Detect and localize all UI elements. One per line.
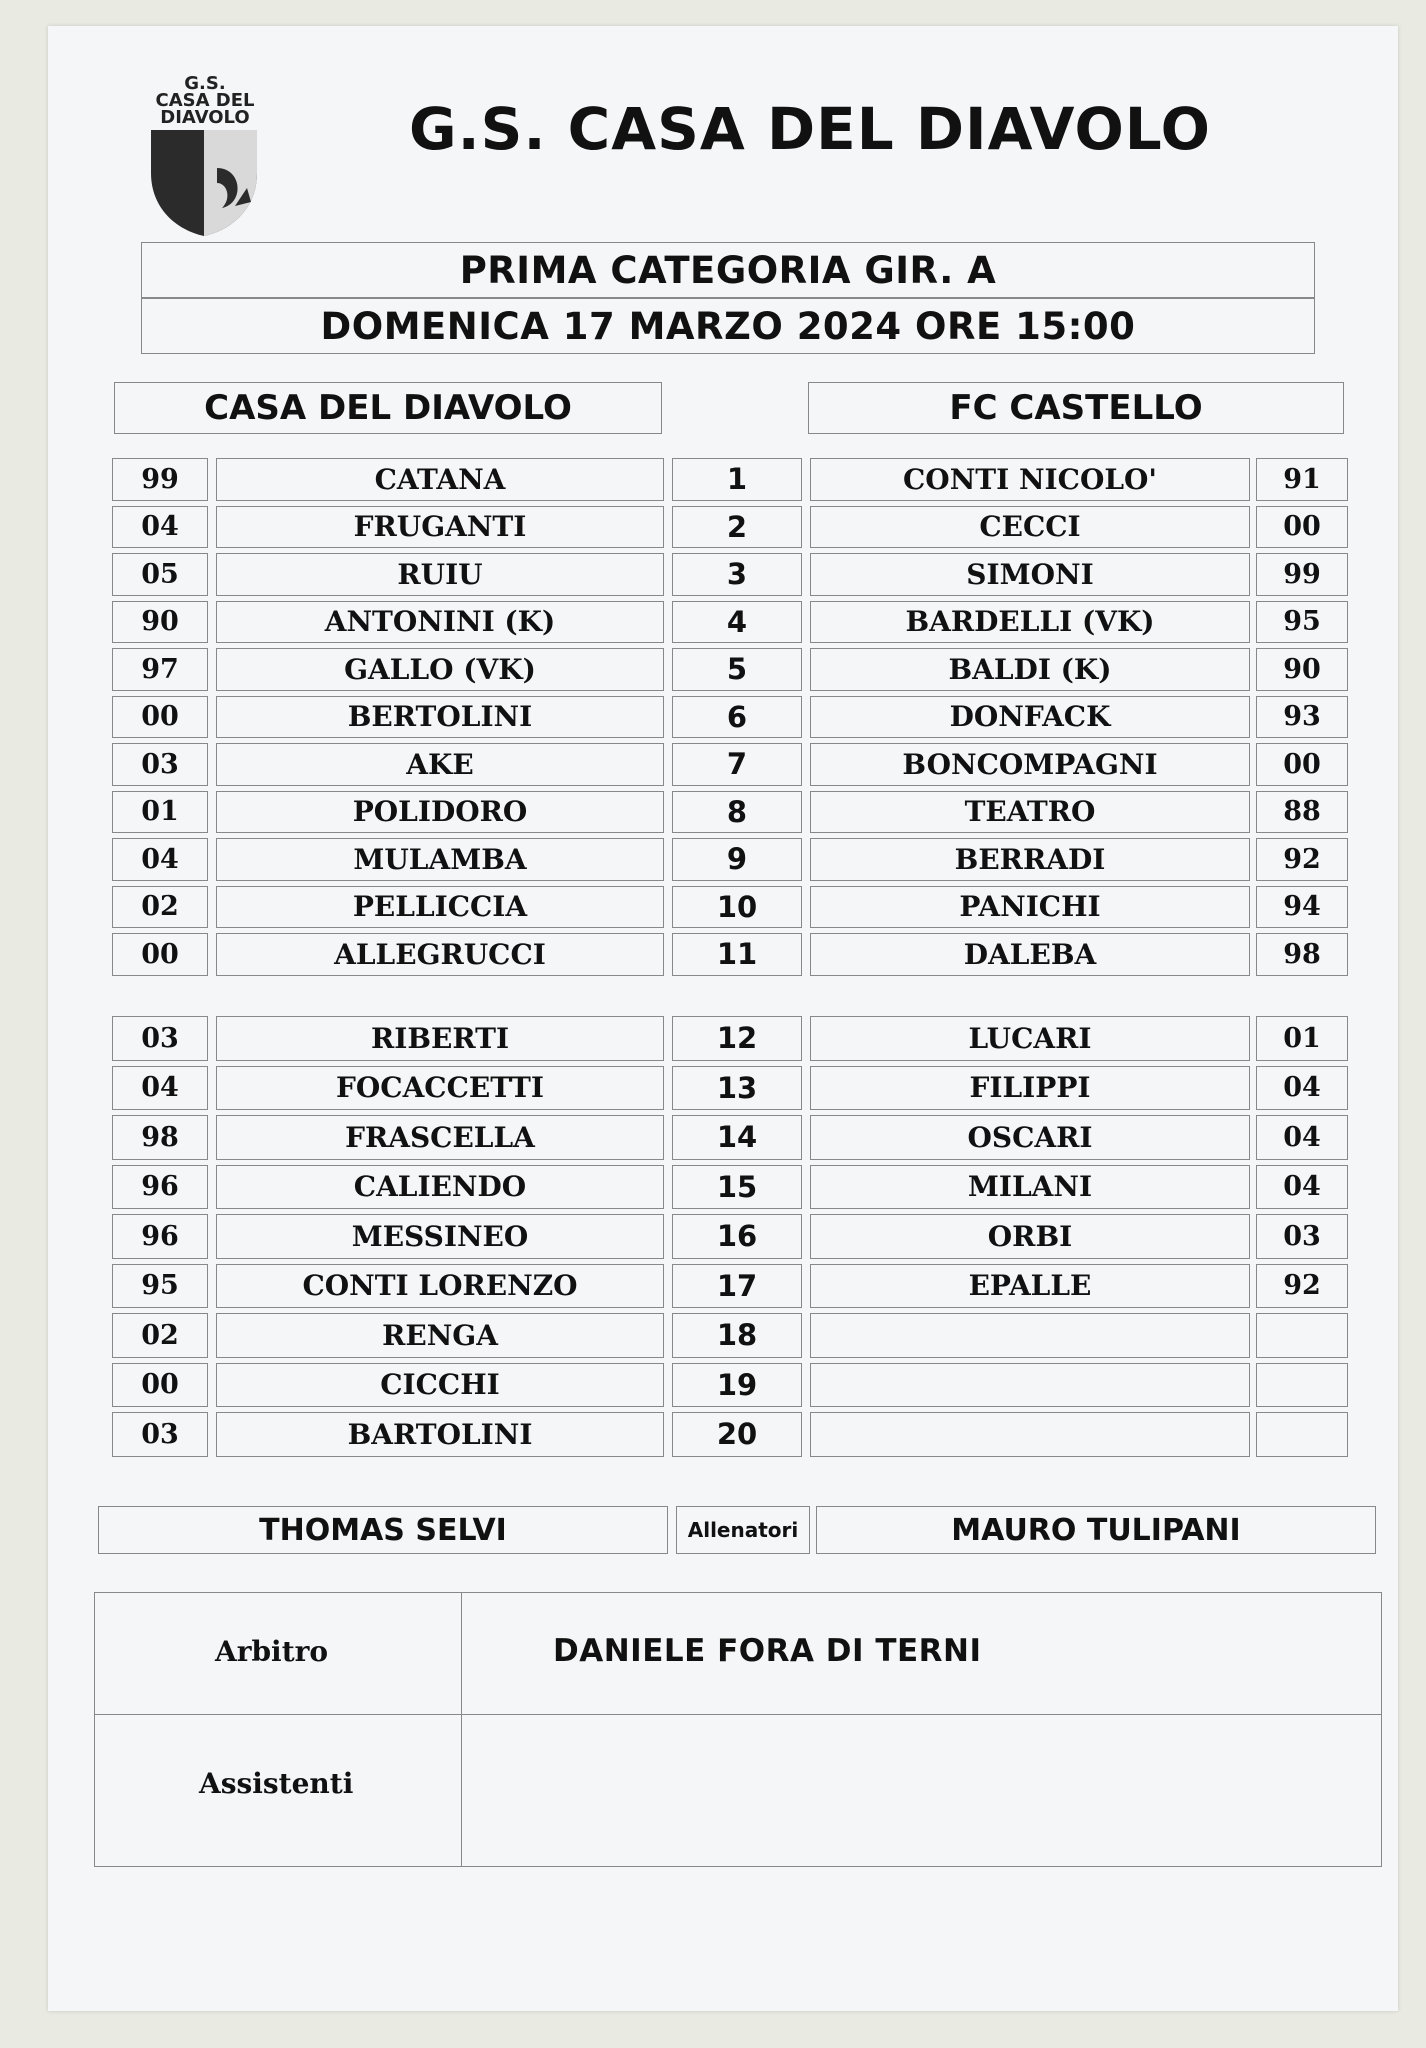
- shirt-number: 16: [672, 1214, 802, 1259]
- home-player-name: RIBERTI: [216, 1016, 664, 1061]
- home-birth-year: 01: [112, 791, 208, 834]
- away-player-name: FILIPPI: [810, 1066, 1250, 1111]
- home-player-name: FRUGANTI: [216, 506, 664, 549]
- logo-text-line: CASA DEL: [155, 90, 255, 111]
- home-birth-year: 00: [112, 933, 208, 976]
- away-player-name: [810, 1363, 1250, 1408]
- club-logo: [100, 50, 255, 230]
- home-birth-year: 04: [112, 506, 208, 549]
- referee-label: Arbitro: [215, 1635, 329, 1668]
- away-player-name: CECCI: [810, 506, 1250, 549]
- away-birth-year: 04: [1256, 1066, 1348, 1111]
- home-birth-year: 96: [112, 1165, 208, 1210]
- shirt-number: 17: [672, 1264, 802, 1309]
- shirt-number: 12: [672, 1016, 802, 1061]
- away-coach: MAURO TULIPANI: [816, 1506, 1376, 1554]
- shirt-number: 18: [672, 1313, 802, 1358]
- away-birth-year: 00: [1256, 506, 1348, 549]
- away-player-name: SIMONI: [810, 553, 1250, 596]
- home-birth-year: 03: [112, 1016, 208, 1061]
- away-player-name: PANICHI: [810, 886, 1250, 929]
- away-player-name: [810, 1412, 1250, 1457]
- referee-name: DANIELE FORA DI TERNI: [553, 1633, 982, 1669]
- logo-text-line: G.S.: [184, 73, 226, 94]
- away-player-name: LUCARI: [810, 1016, 1250, 1061]
- home-birth-year: 03: [112, 743, 208, 786]
- shirt-number: 7: [672, 743, 802, 786]
- shirt-number: 14: [672, 1115, 802, 1160]
- home-birth-year: 04: [112, 838, 208, 881]
- away-birth-year: 93: [1256, 696, 1348, 739]
- away-birth-year: [1256, 1412, 1348, 1457]
- away-player-name: CONTI NICOLO': [810, 458, 1250, 501]
- home-player-name: PELLICCIA: [216, 886, 664, 929]
- home-player-name: AKE: [216, 743, 664, 786]
- away-player-name: [810, 1313, 1250, 1358]
- away-player-name: MILANI: [810, 1165, 1250, 1210]
- home-birth-year: 02: [112, 1313, 208, 1358]
- home-player-name: FRASCELLA: [216, 1115, 664, 1160]
- home-birth-year: 05: [112, 553, 208, 596]
- shirt-number: 1: [672, 458, 802, 501]
- home-player-name: MESSINEO: [216, 1214, 664, 1259]
- away-birth-year: 04: [1256, 1115, 1348, 1160]
- home-birth-year: 04: [112, 1066, 208, 1111]
- shirt-number: 20: [672, 1412, 802, 1457]
- away-birth-year: 91: [1256, 458, 1348, 501]
- logo-text: [145, 75, 265, 126]
- away-birth-year: 90: [1256, 648, 1348, 691]
- away-player-name: DALEBA: [810, 933, 1250, 976]
- away-player-name: DONFACK: [810, 696, 1250, 739]
- away-birth-year: 99: [1256, 553, 1348, 596]
- home-birth-year: 99: [112, 458, 208, 501]
- shield-icon: [147, 128, 262, 238]
- away-birth-year: 92: [1256, 838, 1348, 881]
- coaches-label: Allenatori: [676, 1506, 810, 1554]
- home-birth-year: 95: [112, 1264, 208, 1309]
- shirt-number: 3: [672, 553, 802, 596]
- shirt-number: 9: [672, 838, 802, 881]
- home-player-name: CATANA: [216, 458, 664, 501]
- home-birth-year: 00: [112, 1363, 208, 1408]
- home-player-name: CONTI LORENZO: [216, 1264, 664, 1309]
- home-player-name: CALIENDO: [216, 1165, 664, 1210]
- divider: [95, 1714, 1381, 1715]
- home-birth-year: 96: [112, 1214, 208, 1259]
- shirt-number: 2: [672, 506, 802, 549]
- home-birth-year: 90: [112, 601, 208, 644]
- home-birth-year: 02: [112, 886, 208, 929]
- shirt-number: 15: [672, 1165, 802, 1210]
- shirt-number: 8: [672, 791, 802, 834]
- home-player-name: FOCACCETTI: [216, 1066, 664, 1111]
- shirt-number: 19: [672, 1363, 802, 1408]
- home-player-name: CICCHI: [216, 1363, 664, 1408]
- assistants-label: Assistenti: [199, 1767, 354, 1800]
- home-player-name: MULAMBA: [216, 838, 664, 881]
- away-birth-year: 00: [1256, 743, 1348, 786]
- home-player-name: RENGA: [216, 1313, 664, 1358]
- home-birth-year: 98: [112, 1115, 208, 1160]
- away-player-name: BONCOMPAGNI: [810, 743, 1250, 786]
- home-player-name: POLIDORO: [216, 791, 664, 834]
- match-date: DOMENICA 17 MARZO 2024 ORE 15:00: [141, 298, 1315, 354]
- home-player-name: ALLEGRUCCI: [216, 933, 664, 976]
- away-player-name: OSCARI: [810, 1115, 1250, 1160]
- away-birth-year: 01: [1256, 1016, 1348, 1061]
- home-player-name: GALLO (VK): [216, 648, 664, 691]
- away-birth-year: 92: [1256, 1264, 1348, 1309]
- away-team-name: FC CASTELLO: [808, 382, 1344, 434]
- away-player-name: BARDELLI (VK): [810, 601, 1250, 644]
- away-player-name: BERRADI: [810, 838, 1250, 881]
- home-birth-year: 00: [112, 696, 208, 739]
- shirt-number: 13: [672, 1066, 802, 1111]
- away-player-name: TEATRO: [810, 791, 1250, 834]
- home-coach: THOMAS SELVI: [98, 1506, 668, 1554]
- shirt-number: 4: [672, 601, 802, 644]
- away-birth-year: 03: [1256, 1214, 1348, 1259]
- club-title: G.S. CASA DEL DIAVOLO: [409, 95, 1211, 163]
- away-player-name: ORBI: [810, 1214, 1250, 1259]
- home-birth-year: 97: [112, 648, 208, 691]
- shirt-number: 11: [672, 933, 802, 976]
- shirt-number: 5: [672, 648, 802, 691]
- shirt-number: 6: [672, 696, 802, 739]
- home-player-name: BERTOLINI: [216, 696, 664, 739]
- away-birth-year: [1256, 1363, 1348, 1408]
- away-birth-year: 95: [1256, 601, 1348, 644]
- away-birth-year: 04: [1256, 1165, 1348, 1210]
- home-player-name: BARTOLINI: [216, 1412, 664, 1457]
- away-birth-year: 88: [1256, 791, 1348, 834]
- logo-text-line: DIAVOLO: [160, 107, 250, 128]
- away-player-name: BALDI (K): [810, 648, 1250, 691]
- away-birth-year: 98: [1256, 933, 1348, 976]
- officials-table: [94, 1592, 1382, 1867]
- divider: [461, 1593, 462, 1866]
- away-player-name: EPALLE: [810, 1264, 1250, 1309]
- home-birth-year: 03: [112, 1412, 208, 1457]
- home-player-name: RUIU: [216, 553, 664, 596]
- shirt-number: 10: [672, 886, 802, 929]
- away-birth-year: [1256, 1313, 1348, 1358]
- competition-title: PRIMA CATEGORIA GIR. A: [141, 242, 1315, 298]
- home-team-name: CASA DEL DIAVOLO: [114, 382, 662, 434]
- home-player-name: ANTONINI (K): [216, 601, 664, 644]
- away-birth-year: 94: [1256, 886, 1348, 929]
